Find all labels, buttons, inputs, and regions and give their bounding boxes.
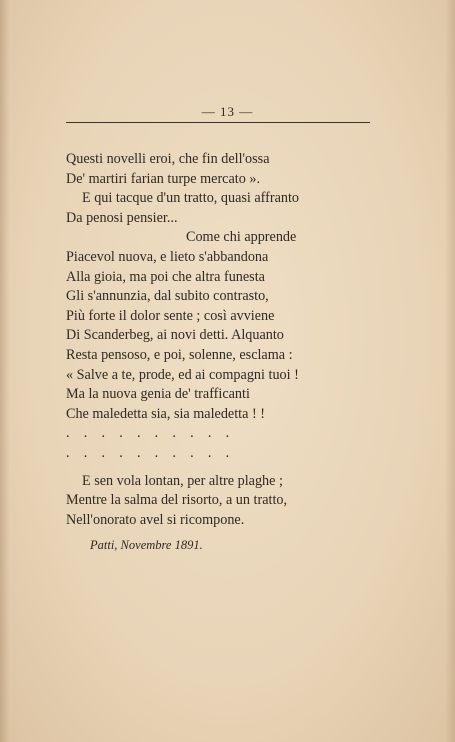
closing-line: Mentre la salma del risorto, a un tratto, bbox=[66, 492, 288, 509]
poem-line: Ma la nuova genia de' trafficanti bbox=[66, 386, 250, 403]
poem-line: Di Scanderbeg, ai novi detti. Alquanto bbox=[66, 327, 284, 344]
ellipsis-row: . . . . . . . . . . bbox=[66, 444, 230, 461]
poem-line: Come chi apprende bbox=[186, 229, 297, 246]
poem-line: Da penosi pensier... bbox=[66, 209, 178, 226]
closing-line: Nell'onorato avel si ricompone. bbox=[66, 511, 245, 528]
poem-line: Più forte il dolor sente ; così avviene bbox=[66, 307, 275, 324]
closing-line: E sen vola lontan, per altre plaghe ; bbox=[82, 472, 283, 489]
poem-line: De' martiri farian turpe mercato ». bbox=[66, 170, 260, 187]
poem-line: Alla gioia, ma poi che altra funesta bbox=[66, 268, 265, 285]
poem-line: Gli s'annunzia, dal subito contrasto, bbox=[66, 288, 269, 305]
poem-body bbox=[66, 150, 376, 530]
ellipsis-row: . . . . . . . . . . bbox=[66, 425, 230, 442]
poem-line: E qui tacque d'un tratto, quasi affranto bbox=[82, 190, 300, 207]
page-number: — 13 — bbox=[201, 104, 254, 119]
poem-line: Che maledetta sia, sia maledetta ! ! bbox=[66, 405, 265, 422]
stanza-gap bbox=[66, 464, 376, 472]
poem-line: Piacevol nuova, e lieto s'abbandona bbox=[66, 248, 269, 265]
header-rule bbox=[66, 122, 370, 123]
poem-line: Questi novelli eroi, che fin dell'ossa bbox=[66, 151, 270, 167]
place-date-signature: Patti, Novembre 1891. bbox=[90, 538, 203, 552]
poem-line: Resta pensoso, e poi, solenne, esclama : bbox=[66, 346, 293, 363]
poem-line: « Salve a te, prode, ed ai compagni tuoi ! bbox=[66, 366, 299, 383]
